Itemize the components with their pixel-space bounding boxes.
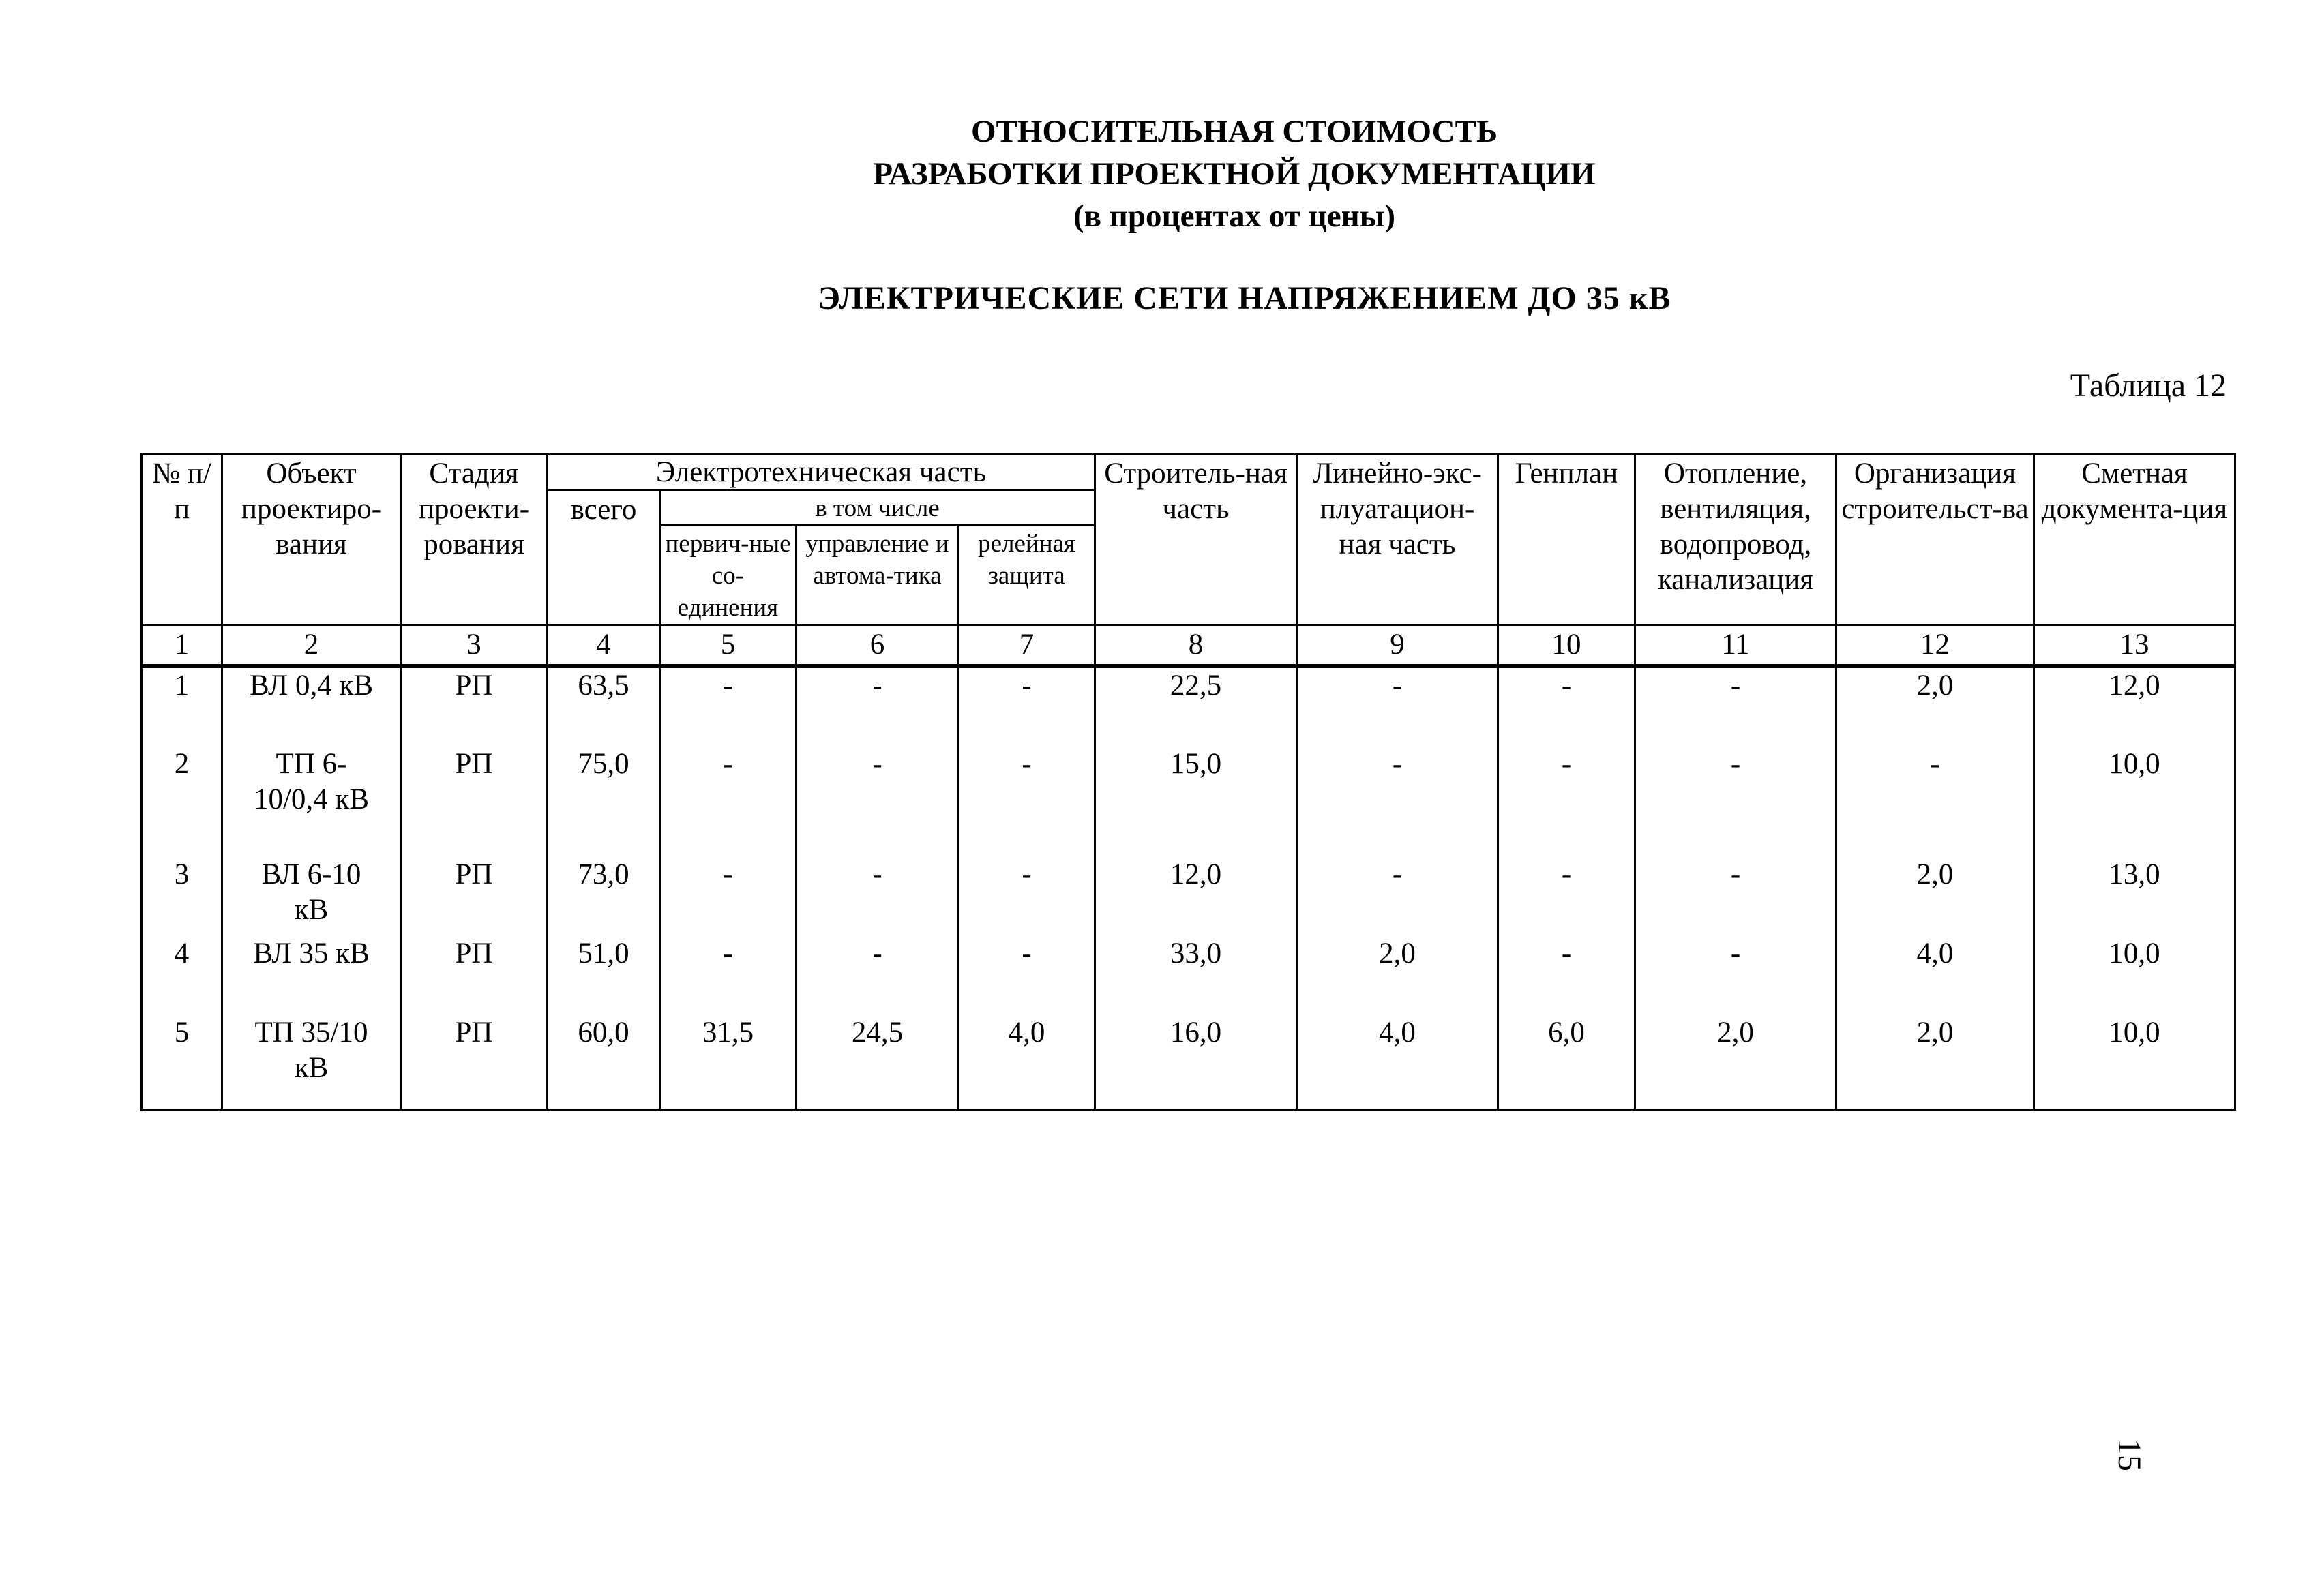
cell-linear: - [1297,857,1498,936]
cell-construction: 22,5 [1095,666,1297,747]
cell-object: ВЛ 35 кВ [222,936,401,1015]
table-body [142,666,2235,1109]
table-row [142,1015,2235,1109]
cell-n: 3 [142,857,222,936]
title-line-2: РАЗРАБОТКИ ПРОЕКТНОЙ ДОКУМЕНТАЦИИ [873,156,1596,192]
table-row [142,747,2235,857]
cell-n: 5 [142,1015,222,1109]
header-including: в том числе [660,490,1095,526]
cell-genplan: - [1498,747,1635,857]
cell-linear: 4,0 [1297,1015,1498,1109]
cell-organization: 2,0 [1836,857,2034,936]
cell-object: ТП 6-10/0,4 кВ [222,747,401,857]
cell-primary: - [660,666,797,747]
table-row [142,857,2235,936]
cell-relay: - [959,666,1095,747]
cell-estimate: 12,0 [2034,666,2235,747]
page-number: 15 [2111,1439,2147,1471]
cell-relay: 4,0 [959,1015,1095,1109]
column-number: 7 [959,625,1095,667]
header-total: всего [548,490,660,625]
cell-stage: РП [401,936,548,1015]
column-number: 8 [1095,625,1297,667]
cell-estimate: 10,0 [2034,1015,2235,1109]
cell-primary: - [660,857,797,936]
cell-genplan: - [1498,666,1635,747]
table-row [142,666,2235,747]
cell-total: 60,0 [548,1015,660,1109]
column-number-row [142,625,2235,667]
cell-total: 51,0 [548,936,660,1015]
cell-stage: РП [401,1015,548,1109]
cell-organization: 2,0 [1836,1015,2034,1109]
section-subtitle: ЭЛЕКТРИЧЕСКИЕ СЕТИ НАПРЯЖЕНИЕМ ДО 35 кВ [818,280,1671,316]
cell-construction: 12,0 [1095,857,1297,936]
cell-linear: 2,0 [1297,936,1498,1015]
document-title [682,110,1787,237]
cell-relay: - [959,936,1095,1015]
cell-estimate: 13,0 [2034,857,2235,936]
title-line-3: (в процентах от цены) [1073,198,1396,234]
column-number: 6 [797,625,959,667]
column-number: 3 [401,625,548,667]
column-number: 1 [142,625,222,667]
column-number: 4 [548,625,660,667]
cell-heating: - [1635,936,1836,1015]
cell-estimate: 10,0 [2034,747,2235,857]
cell-n: 4 [142,936,222,1015]
header-object: Объект проектиро-вания [222,454,401,625]
table-row [142,936,2235,1015]
cell-heating: - [1635,747,1836,857]
cell-object: ТП 35/10 кВ [222,1015,401,1109]
cell-stage: РП [401,666,548,747]
column-number: 9 [1297,625,1498,667]
cell-object: ВЛ 0,4 кВ [222,666,401,747]
cell-stage: РП [401,857,548,936]
cell-control: - [797,666,959,747]
cell-control: - [797,936,959,1015]
cell-genplan: - [1498,857,1635,936]
header-control: управление и автома-тика [797,526,959,625]
column-number: 10 [1498,625,1635,667]
header-heating: Отопление, вентиляция, водопровод, канализация [1635,454,1836,625]
header-electro: Электротехническая часть [548,454,1095,490]
cell-n: 1 [142,666,222,747]
column-number: 13 [2034,625,2235,667]
column-number: 2 [222,625,401,667]
cell-organization: 2,0 [1836,666,2034,747]
cell-primary: - [660,747,797,857]
cell-construction: 16,0 [1095,1015,1297,1109]
header-stage: Стадия проекти-рования [401,454,548,625]
cell-control: - [797,857,959,936]
cell-construction: 15,0 [1095,747,1297,857]
title-line-1: ОТНОСИТЕЛЬНАЯ СТОИМОСТЬ [970,114,1498,149]
cell-linear: - [1297,666,1498,747]
cell-control: - [797,747,959,857]
cell-construction: 33,0 [1095,936,1297,1015]
cell-linear: - [1297,747,1498,857]
cost-table [140,453,2236,1111]
cell-organization: 4,0 [1836,936,2034,1015]
table-label: Таблица 12 [2070,367,2227,404]
cell-organization: - [1836,747,2034,857]
cell-genplan: 6,0 [1498,1015,1635,1109]
header-genplan: Генплан [1498,454,1635,625]
cell-primary: - [660,936,797,1015]
cell-stage: РП [401,747,548,857]
header-num: № п/п [142,454,222,625]
column-number: 11 [1635,625,1836,667]
column-number: 12 [1836,625,2034,667]
cell-primary: 31,5 [660,1015,797,1109]
cell-total: 73,0 [548,857,660,936]
cell-object: ВЛ 6-10 кВ [222,857,401,936]
cell-heating: - [1635,666,1836,747]
cell-total: 63,5 [548,666,660,747]
cell-control: 24,5 [797,1015,959,1109]
header-primary: первич-ные со-единения [660,526,797,625]
cell-relay: - [959,747,1095,857]
cell-estimate: 10,0 [2034,936,2235,1015]
cell-heating: 2,0 [1635,1015,1836,1109]
header-linear: Линейно-экс-плуатацион-ная часть [1297,454,1498,625]
header-relay: релейная защита [959,526,1095,625]
cell-total: 75,0 [548,747,660,857]
column-number: 5 [660,625,797,667]
cell-heating: - [1635,857,1836,936]
cell-relay: - [959,857,1095,936]
header-organization: Организация строительст-ва [1836,454,2034,625]
header-construction: Строитель-ная часть [1095,454,1297,625]
cell-genplan: - [1498,936,1635,1015]
cell-n: 2 [142,747,222,857]
header-estimate: Сметная документа-ция [2034,454,2235,625]
